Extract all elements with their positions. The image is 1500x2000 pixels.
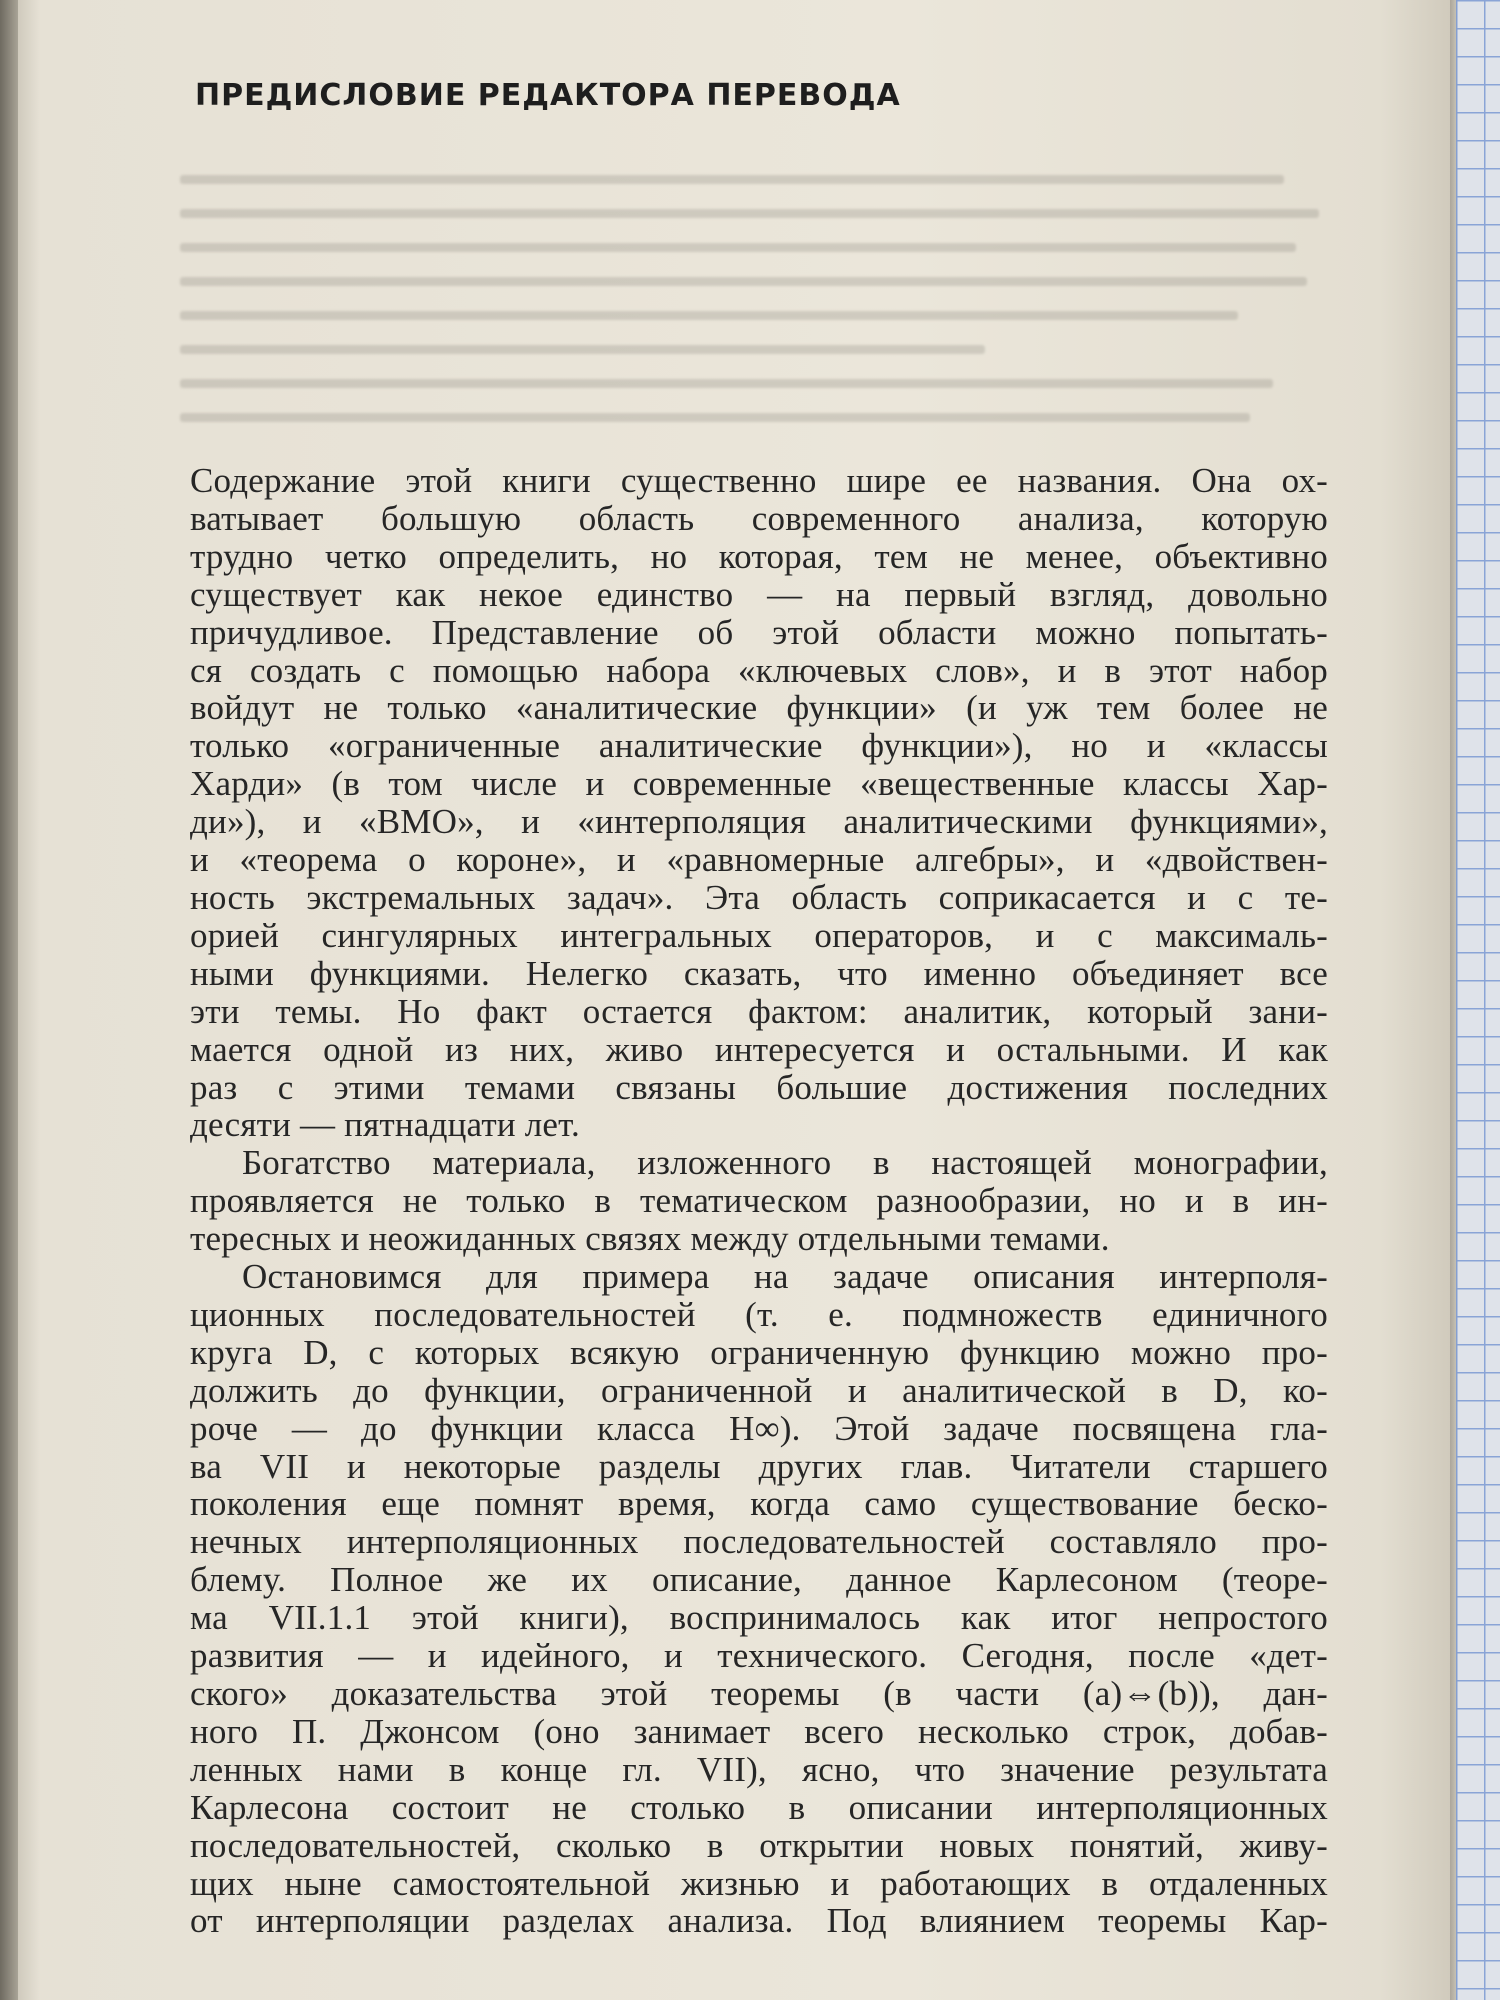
text-line: ского» доказательства этой теоремы (в части (а)⇔(b)), дан- [190, 1674, 1328, 1713]
text-line: последовательностей, сколько в открытии новых понятий, живу- [190, 1825, 1328, 1865]
text-line: блему. Полное же их описание, данное Карлесоном (теоре- [190, 1560, 1328, 1600]
text-line: мается одной из них, живо интересуется и остальными. И как [190, 1029, 1328, 1069]
text-line: круга D, с которых всякую ограниченную функцию можно про- [190, 1332, 1328, 1372]
page-title: ПРЕДИСЛОВИЕ РЕДАКТОРА ПЕРЕВОДА [195, 78, 901, 113]
text-line: ленных нами в конце гл. VII), ясно, что значение результата [190, 1749, 1328, 1789]
text-line: только «ограниченные аналитические функции»), но и «классы [190, 726, 1328, 766]
page-shadow [1450, 0, 1458, 2000]
text-line: Карлесона состоит не столько в описании интерполяционных [190, 1787, 1328, 1827]
text-line: ность экстремальных задач». Эта область соприкасается и с те- [190, 877, 1328, 917]
bleed-through-text [180, 150, 1330, 470]
text-line: Харди» (в том числе и современные «вещественные классы Хар- [190, 764, 1328, 804]
text-line: ся создать с помощью набора «ключевых слов», и в этот набор [190, 650, 1328, 690]
text-line: роче — до функции класса H∞). Этой задаче посвящена гла- [190, 1408, 1328, 1448]
text-line: эти темы. Но факт остается фактом: аналитик, который зани- [190, 991, 1328, 1031]
text-line: ционных последовательностей (т. е. подмножеств единичного [190, 1294, 1328, 1334]
text-line: ватывает большую область современного анализа, которую [190, 498, 1328, 538]
text-line: и «теорема о короне», и «равномерные алгебры», и «двойствен- [190, 840, 1328, 880]
graph-paper-edge [1456, 0, 1500, 2000]
text-line: причудливое. Представление об этой области можно попытать- [190, 612, 1328, 652]
text-line: щих ныне самостоятельной жизнью и работающих в отдаленных [190, 1863, 1328, 1903]
body-text [190, 462, 1328, 1940]
text-line: поколения еще помнят время, когда само существование беско- [190, 1484, 1328, 1524]
text-line: от интерполяции разделах анализа. Под влиянием теоремы Кар- [190, 1901, 1328, 1941]
text-line: десяти — пятнадцати лет. [190, 1105, 580, 1145]
text-line: Содержание этой книги существенно шире ее названия. Она ох- [190, 461, 1328, 500]
text-line: Богатство материала, изложенного в настоящей монографии, [242, 1143, 1328, 1183]
text-line: трудно четко определить, но которая, тем не менее, объективно [190, 536, 1328, 576]
text-line: раз с этими темами связаны большие достижения последних [190, 1067, 1328, 1107]
text-line: ма VII.1.1 этой книги), воспринималось как итог непростого [190, 1598, 1328, 1638]
text-line: тересных и неожиданных связях между отдельными темами. [190, 1219, 1110, 1259]
text-line: войдут не только «аналитические функции» (и уж тем более не [190, 688, 1328, 728]
text-line: орией сингулярных интегральных операторов, и с максималь- [190, 915, 1328, 955]
text-line: ди»), и «ВМО», и «интерполяция аналитическими функциями», [190, 802, 1328, 842]
text-line: должить до функции, ограниченной и аналитической в D, ко- [190, 1370, 1328, 1410]
text-line: ного П. Джонсом (оно занимает всего несколько строк, добав- [190, 1711, 1328, 1751]
text-line: проявляется не только в тематическом разнообразии, но и в ин- [190, 1181, 1328, 1221]
text-line: ва VII и некоторые разделы других глав. Читатели старшего [190, 1446, 1328, 1486]
text-line: Остановимся для примера на задаче описания интерполя- [242, 1257, 1328, 1297]
text-line: существует как некое единство — на первый взгляд, довольно [190, 574, 1328, 614]
text-line: нечных интерполяционных последовательностей составляло про- [190, 1522, 1328, 1562]
text-line: ными функциями. Нелегко сказать, что именно объединяет все [190, 953, 1328, 993]
text-line: развития — и идейного, и технического. Сегодня, после «дет- [190, 1636, 1328, 1676]
